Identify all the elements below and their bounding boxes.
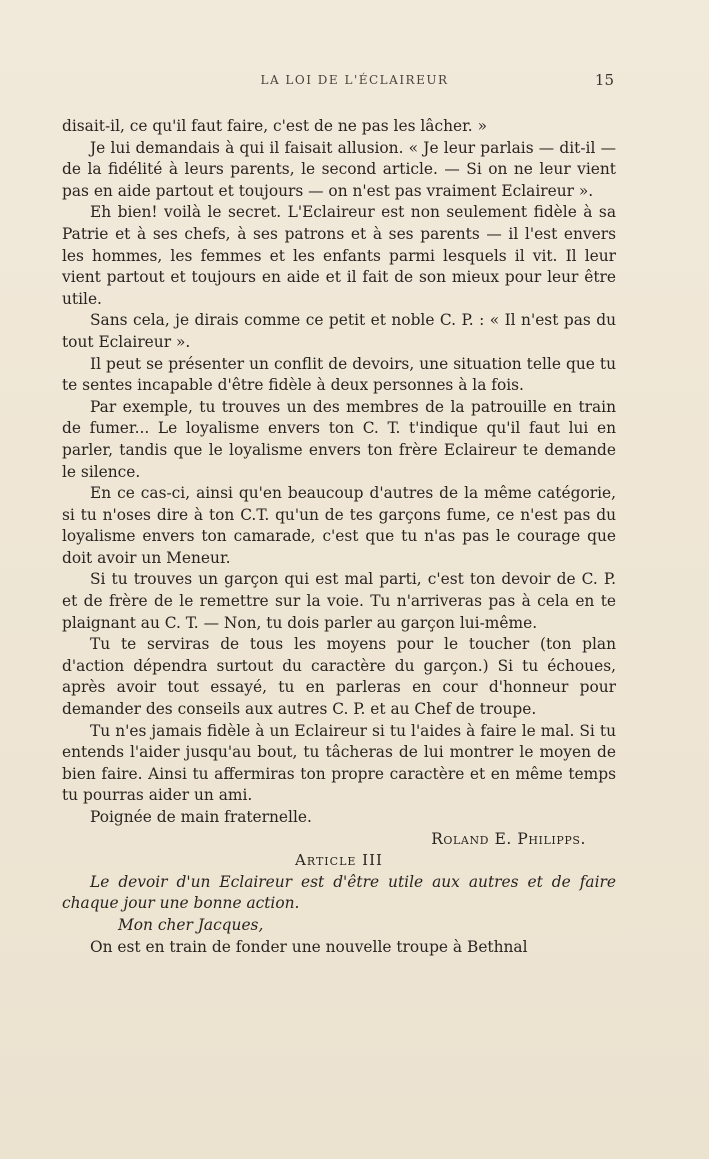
running-head (0, 73, 709, 95)
running-title: LA LOI DE L'ÉCLAIREUR (260, 73, 449, 87)
paragraph: Si tu trouves un garçon qui est mal parti, c'est ton devoir de C. P. et de frère de le remettre sur la voie. Tu n'arriveras pas à cela en te plaignant au C. T. — Non, tu dois parler au garçon lui-même. (62, 570, 616, 632)
signature: Roland E. Philipps. (431, 829, 586, 848)
paragraph: Eh bien! voilà le secret. L'Eclaireur est non seulement fidèle à sa Patrie et à ses chefs, à ses patrons et à ses parents — il l'est envers les hommes, les femmes et les enfants parmi lesquels il vit. Il leur vient partout et toujours en aide et il fait de son mieux pour leur être utile. (62, 203, 616, 308)
closing-line: Poignée de main fraternelle. (90, 808, 312, 826)
paragraph: Sans cela, je dirais comme ce petit et noble C. P. : « Il n'est pas du tout Eclaireur ». (62, 311, 616, 351)
paragraph: Il peut se présenter un conflit de devoirs, une situation telle que tu te sentes incapable d'être fidèle à deux personnes à la fois. (62, 354, 616, 395)
paragraph: En ce cas-ci, ainsi qu'en beaucoup d'autres de la même catégorie, si tu n'oses dire à ton C.T. qu'un de tes garçons fume, ce n'est pas du loyalisme envers ton camarade, c'est que tu n'as pas le courage que doit avoir un Meneur. (62, 484, 616, 567)
paragraph: Tu te serviras de tous les moyens pour le toucher (ton plan d'action dépendra surtout du caractère du garçon.) Si tu échoues, après avoir tout essayé, tu en parleras en cour d'honneur pour demander des conseils aux autres C. P. et au Chef de troupe. (62, 635, 616, 719)
article-heading: Article III (295, 851, 383, 870)
paragraph: On est en train de fonder une nouvelle troupe à Bethnal (90, 937, 528, 956)
page-number: 15 (594, 71, 614, 89)
paragraph: disait-il, ce qu'il faut faire, c'est de ne pas les lâcher. » (62, 117, 487, 135)
salutation: Mon cher Jacques, (118, 915, 264, 934)
paragraph: Je lui demandais à qui il faisait allusion. « Je leur parlais — dit-il — de la fidélité à leurs parents, le second article. — Si on ne leur vient pas en aide partout et toujours — on n'est pas vraiment Eclaireur ». (62, 138, 616, 200)
page-body (62, 116, 616, 958)
article-rule: Le devoir d'un Eclaireur est d'être utile aux autres et de faire chaque jour une bonne action. (62, 872, 616, 913)
paragraph: Par exemple, tu trouves un des membres de la patrouille en train de fumer... Le loyalisme envers ton C. T. t'indique qu'il faut lui en parler, tandis que le loyalisme envers ton frère Eclaireur te demande le silence. (62, 397, 616, 481)
paragraph: Tu n'es jamais fidèle à un Eclaireur si tu l'aides à faire le mal. Si tu entends l'aider jusqu'au bout, tu tâcheras de lui montrer le moyen de bien faire. Ainsi tu affermiras ton propre caractère et en même temps tu pourras aider un ami. (62, 721, 616, 805)
